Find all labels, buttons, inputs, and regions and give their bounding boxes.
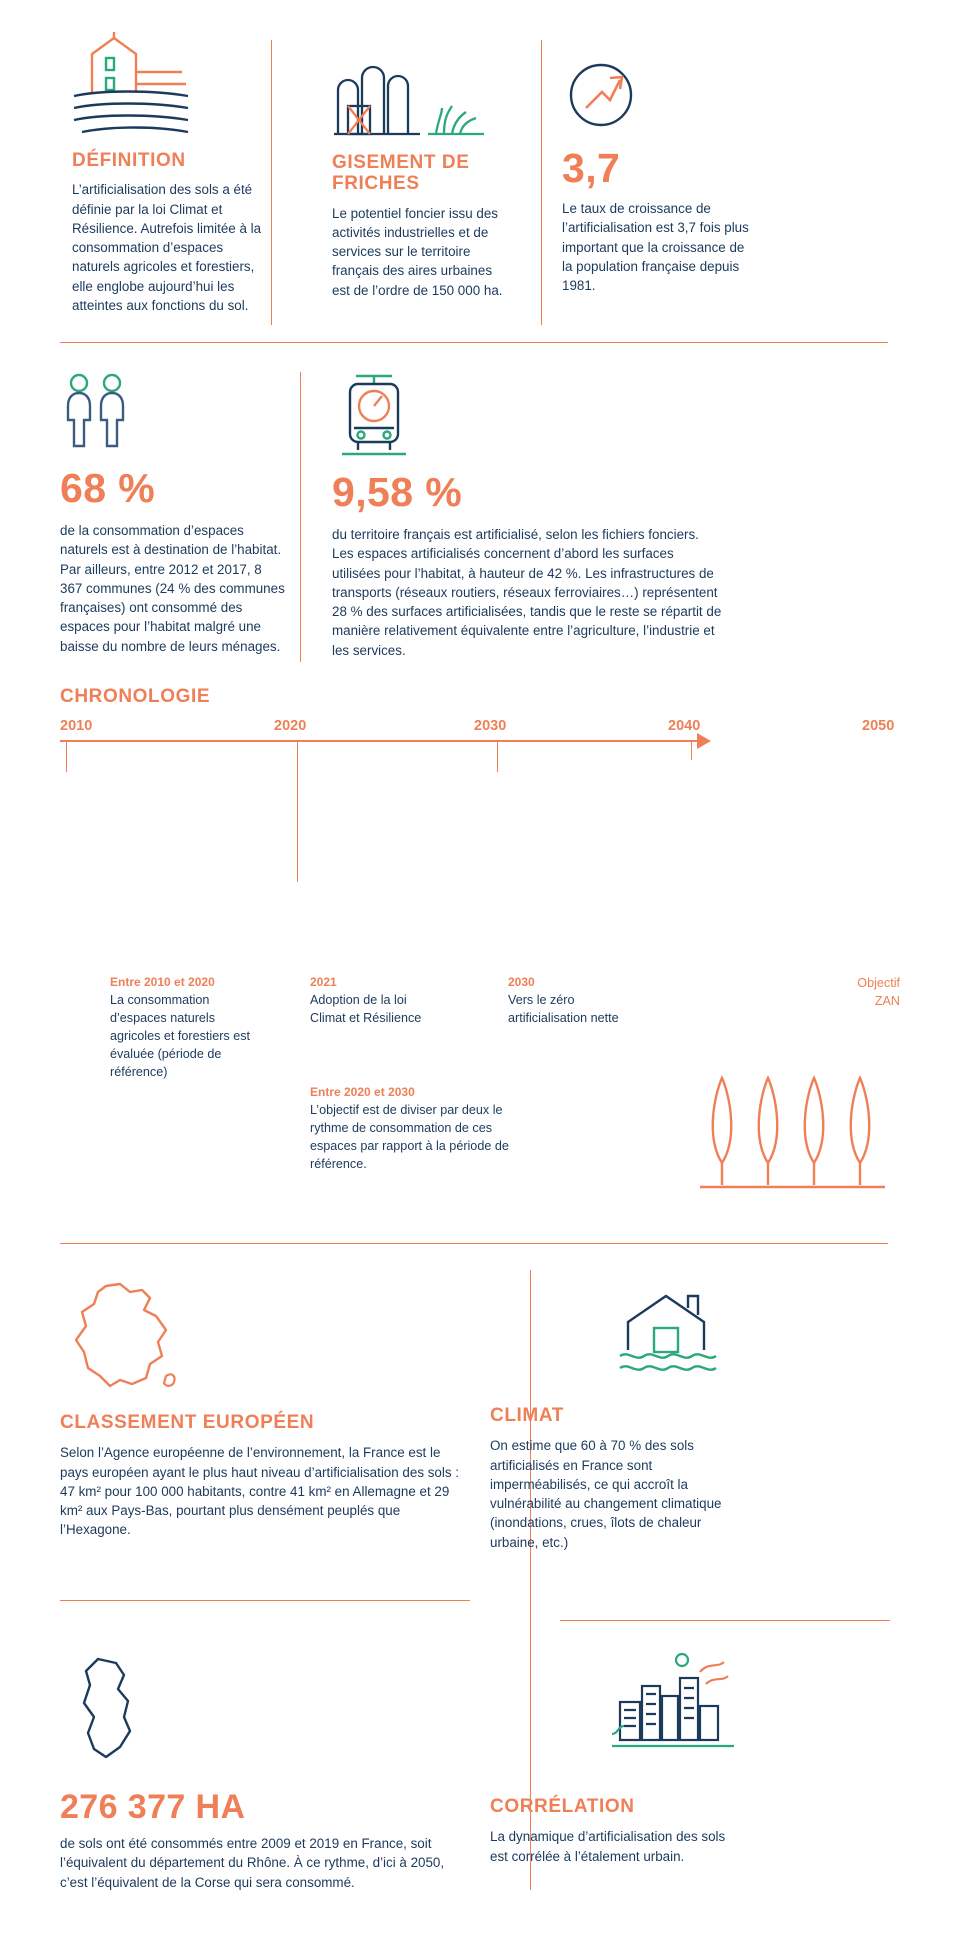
habitat-text: de la consommation d’espaces naturels est à destination de l’habitat. Par ailleurs, entre 2012 et 2017, 8 367 communes (24 % des communes françaises) ont consommé des espaces pour l’habitat malgré une baisse du nombre de leurs ménages. [60, 523, 285, 654]
city-skyline-icon [608, 1648, 738, 1758]
timeline-objective-line1: Objectif [857, 976, 900, 990]
divider-vertical-3 [300, 372, 301, 662]
timeline-item-4 [310, 1085, 525, 1174]
timeline-tick-2020 [297, 742, 298, 882]
timeline-tick-2030 [497, 742, 498, 772]
croissance-text: Le taux de croissance de l’artificialisation est 3,7 fois plus important que la croissance de la population française depuis 1981. [562, 201, 749, 294]
timeline-item-2-label: 2021 [310, 975, 337, 989]
growth-arrow-circle-icon [562, 56, 757, 134]
definition-heading: DÉFINITION [72, 150, 186, 171]
timeline-year-2050: 2050 [862, 718, 895, 734]
timeline-tick-2010 [66, 742, 67, 772]
territoire-text: du territoire français est artificialisé, selon les fichiers fonciers. Les espaces artificialisés concernent d’abord les surfaces utilisées pour l’habitat, à hauteur de 42 %. Les infrastructures de transports (réseaux routiers, réseaux ferroviaires…) représentent 28 % des surfaces artificialisées, tandis que le reste se répartit de manière relativement équivalente entre l’agriculture, l’industrie et les services. [332, 527, 722, 658]
definition-text: L’artificialisation des sols a été définie par la loi Climat et Résilience. Autrefois limitée à la consommation d’espaces naturels agricoles et forestiers, elle englobe aujourd’hui les atteintes aux fonctions du sol. [72, 182, 262, 314]
chronology-title: CHRONOLOGIE [60, 686, 211, 707]
correlation-text: La dynamique d’artificialisation des sols est corrélée à l’étalement urbain. [490, 1829, 726, 1864]
hectares-text: de sols ont été consommés entre 2009 et 2019 en France, soit l’équivalent du département du Rhône. À ce rythme, d’ici à 2050, c’est l’équivalent de la Corse qui sera consommé. [60, 1836, 445, 1890]
timeline-objective [830, 975, 900, 1010]
rhone-department-map-icon [72, 1655, 152, 1765]
timeline-arrow-icon [697, 733, 711, 749]
block-climat [490, 1405, 740, 1552]
timeline-item-3-label: 2030 [508, 975, 535, 989]
divider-horizontal-3 [60, 1600, 470, 1601]
timeline-item-1 [110, 975, 250, 1081]
climat-text: On estime que 60 à 70 % des sols artificialisés en France sont imperméabilisés, ce qui accroît la vulnérabilité au changement climatique (inondations, crues, îlots de chaleur urbaine, etc.) [490, 1438, 722, 1550]
timeline-axis [60, 740, 700, 742]
block-territoire [332, 368, 722, 660]
climat-heading: CLIMAT [490, 1405, 564, 1426]
croissance-value: 3,7 [562, 145, 621, 191]
divider-vertical-1 [271, 40, 272, 325]
divider-horizontal-4 [560, 1620, 890, 1621]
correlation-heading: CORRÉLATION [490, 1796, 635, 1817]
timeline-item-3-text: Vers le zéro artificialisation nette [508, 993, 619, 1025]
block-friches [332, 62, 512, 300]
timeline-tick-2040 [691, 742, 692, 760]
block-definition [72, 32, 262, 315]
timeline-year-2010: 2010 [60, 718, 93, 734]
habitat-value: 68 % [60, 465, 156, 511]
friches-heading: GISEMENT DE FRICHES [332, 152, 470, 195]
timeline-item-3 [508, 975, 638, 1028]
trees-row-icon [700, 1068, 885, 1193]
timeline-year-2030: 2030 [474, 718, 507, 734]
timeline-year-2020: 2020 [274, 718, 307, 734]
france-map-icon [70, 1280, 180, 1398]
timeline-item-1-text: La consommation d’espaces naturels agricoles et forestiers est évaluée (période de référence) [110, 993, 250, 1079]
divider-horizontal-2 [60, 1243, 888, 1244]
block-habitat [60, 372, 285, 656]
hectares-value: 276 377 HA [60, 1788, 246, 1826]
divider-horizontal-1 [60, 342, 888, 343]
timeline-year-2040: 2040 [668, 718, 701, 734]
timeline-objective-line2: ZAN [874, 993, 900, 1008]
block-hectares [60, 1790, 460, 1892]
block-classement [60, 1412, 460, 1540]
industrial-wasteland-icon [332, 62, 512, 140]
divider-vertical-2 [541, 40, 542, 325]
classement-heading: CLASSEMENT EUROPÉEN [60, 1412, 315, 1433]
block-correlation [490, 1796, 740, 1866]
block-croissance [562, 56, 757, 295]
flooded-house-icon [610, 1288, 725, 1388]
timeline-item-2-text: Adoption de la loi Climat et Résilience [310, 993, 422, 1025]
farm-house-field-icon [72, 32, 262, 138]
territoire-value: 9,58 % [332, 469, 463, 515]
tram-train-icon [332, 368, 722, 458]
timeline-item-1-label: Entre 2010 et 2020 [110, 975, 215, 989]
timeline-item-2 [310, 975, 430, 1028]
two-people-icon [60, 372, 285, 454]
timeline-item-4-text: L’objectif est de diviser par deux le rythme de consommation de ces espaces par rapport à la période de référence. [310, 1103, 509, 1171]
timeline-item-4-label: Entre 2020 et 2030 [310, 1085, 415, 1099]
friches-text: Le potentiel foncier issu des activités industrielles et de services sur le territoire français des aires urbaines est de l’ordre de 150 000 ha. [332, 205, 503, 298]
classement-text: Selon l’Agence européenne de l’environnement, la France est le pays européen ayant le plus haut niveau d’artificialisation des sols : 47 km² pour 100 000 habitants, contre 41 km² en Allemagne et 29 km² aux Pays-Bas, pourtant plus densément peuplés que l’Hexagone. [60, 1445, 459, 1538]
